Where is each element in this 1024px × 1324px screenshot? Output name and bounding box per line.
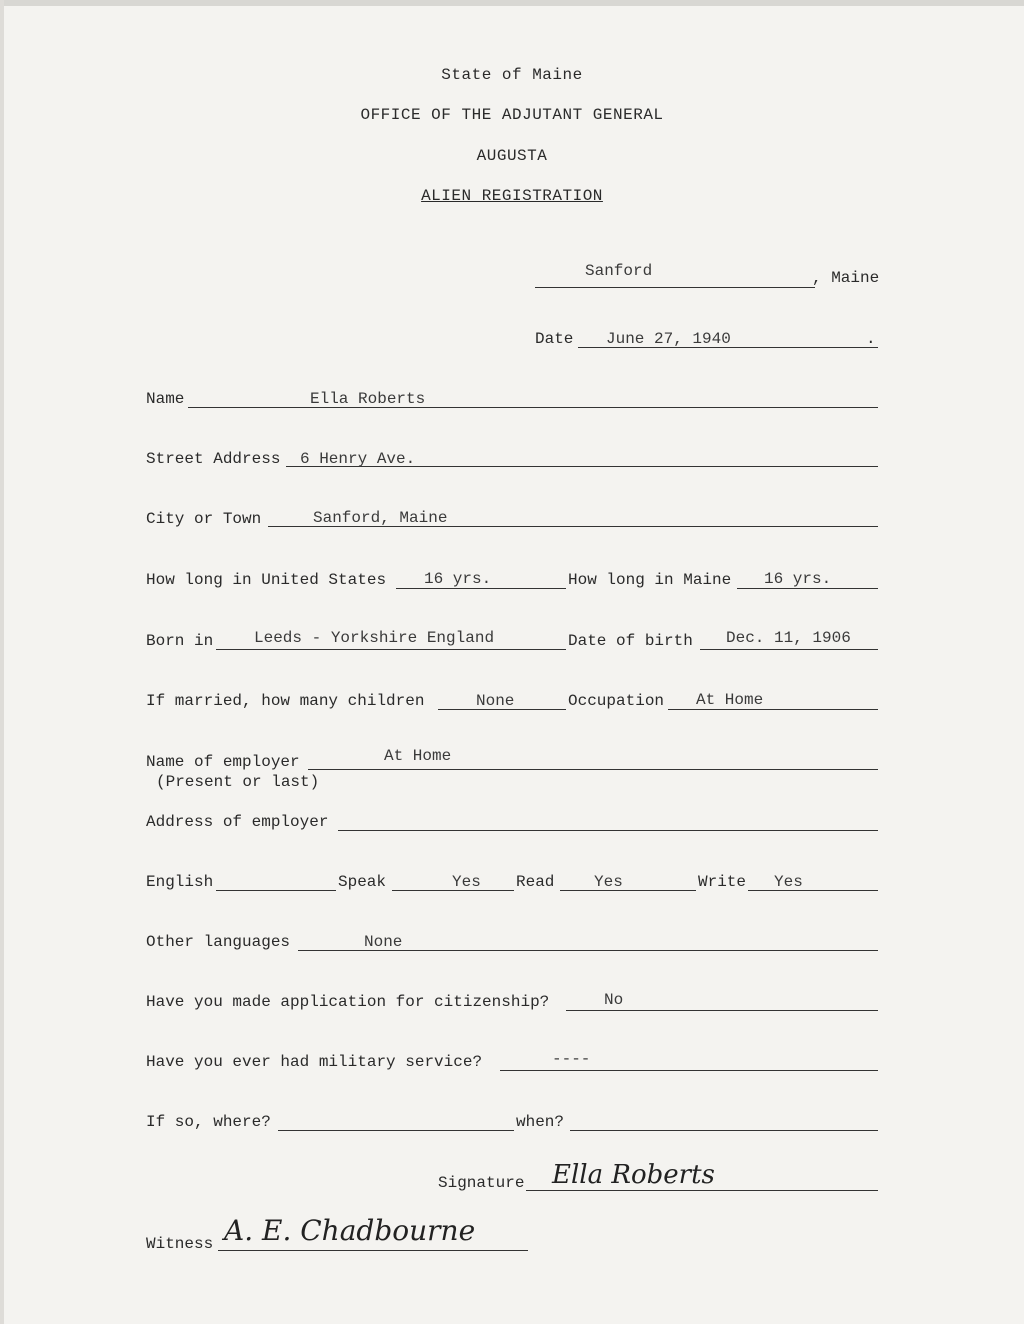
employer-line	[308, 769, 878, 770]
read-value: Yes	[594, 873, 623, 891]
witness-value: A. E. Chadbourne	[224, 1214, 476, 1247]
scan-edge-top	[0, 0, 1024, 6]
employer-sublabel: (Present or last)	[156, 773, 320, 791]
military-label: Have you ever had military service?	[146, 1053, 483, 1071]
employer-label: Name of employer	[146, 753, 300, 771]
street-label: Street Address	[146, 450, 281, 468]
header-city: AUGUSTA	[476, 147, 548, 165]
occupation-line	[668, 709, 878, 710]
employer-address-line	[338, 830, 878, 831]
header-title: ALIEN REGISTRATION	[421, 187, 603, 205]
us-years-value: 16 yrs.	[424, 570, 492, 588]
children-value: None	[476, 692, 515, 710]
name-line	[188, 407, 878, 408]
state-label: , Maine	[812, 269, 880, 287]
name-label: Name	[146, 390, 185, 408]
date-value: June 27, 1940	[606, 330, 731, 348]
read-label: Read	[516, 873, 555, 891]
military-line	[500, 1070, 878, 1071]
employer-address-label: Address of employer	[146, 813, 329, 831]
header-state: State of Maine	[441, 66, 583, 84]
dob-value: Dec. 11, 1906	[726, 629, 851, 647]
when-label: when?	[516, 1113, 565, 1131]
name-value: Ella Roberts	[310, 390, 426, 408]
english-label: English	[146, 873, 214, 891]
city-label: City or Town	[146, 510, 262, 528]
born-line	[216, 649, 566, 650]
town-value: Sanford	[585, 262, 653, 280]
date-end: .	[866, 330, 876, 348]
occupation-value: At Home	[696, 691, 764, 709]
signature-label: Signature	[438, 1174, 525, 1192]
signature-line	[526, 1190, 878, 1191]
employer-value: At Home	[384, 747, 452, 765]
where-line	[278, 1130, 514, 1131]
write-label: Write	[698, 873, 747, 891]
us-years-label: How long in United States	[146, 571, 387, 589]
when-line	[570, 1130, 878, 1131]
town-line	[535, 287, 815, 288]
witness-line	[218, 1250, 528, 1251]
other-languages-value: None	[364, 933, 403, 951]
born-value: Leeds - Yorkshire England	[254, 629, 495, 647]
header-office: OFFICE OF THE ADJUTANT GENERAL	[360, 106, 664, 124]
where-label: If so, where?	[146, 1113, 271, 1131]
write-value: Yes	[774, 873, 803, 891]
dob-line	[700, 649, 878, 650]
other-languages-label: Other languages	[146, 933, 291, 951]
military-value: ----	[552, 1050, 591, 1068]
city-value: Sanford, Maine	[313, 509, 448, 527]
speak-value: Yes	[452, 873, 481, 891]
citizenship-label: Have you made application for citizenship?	[146, 993, 550, 1011]
occupation-label: Occupation	[568, 692, 665, 710]
children-label: If married, how many children	[146, 692, 425, 710]
maine-years-line	[737, 588, 878, 589]
street-value: 6 Henry Ave.	[300, 450, 416, 468]
maine-years-value: 16 yrs.	[764, 570, 832, 588]
citizenship-line	[566, 1010, 878, 1011]
signature-value: Ella Roberts	[552, 1160, 715, 1190]
dob-label: Date of birth	[568, 632, 693, 650]
us-years-line	[396, 588, 566, 589]
write-line	[748, 890, 878, 891]
speak-label: Speak	[338, 873, 387, 891]
read-line	[560, 890, 696, 891]
date-label: Date	[535, 330, 574, 348]
english-line	[216, 890, 336, 891]
born-label: Born in	[146, 632, 214, 650]
witness-label: Witness	[146, 1235, 214, 1253]
maine-years-label: How long in Maine	[568, 571, 732, 589]
citizenship-value: No	[604, 991, 624, 1009]
